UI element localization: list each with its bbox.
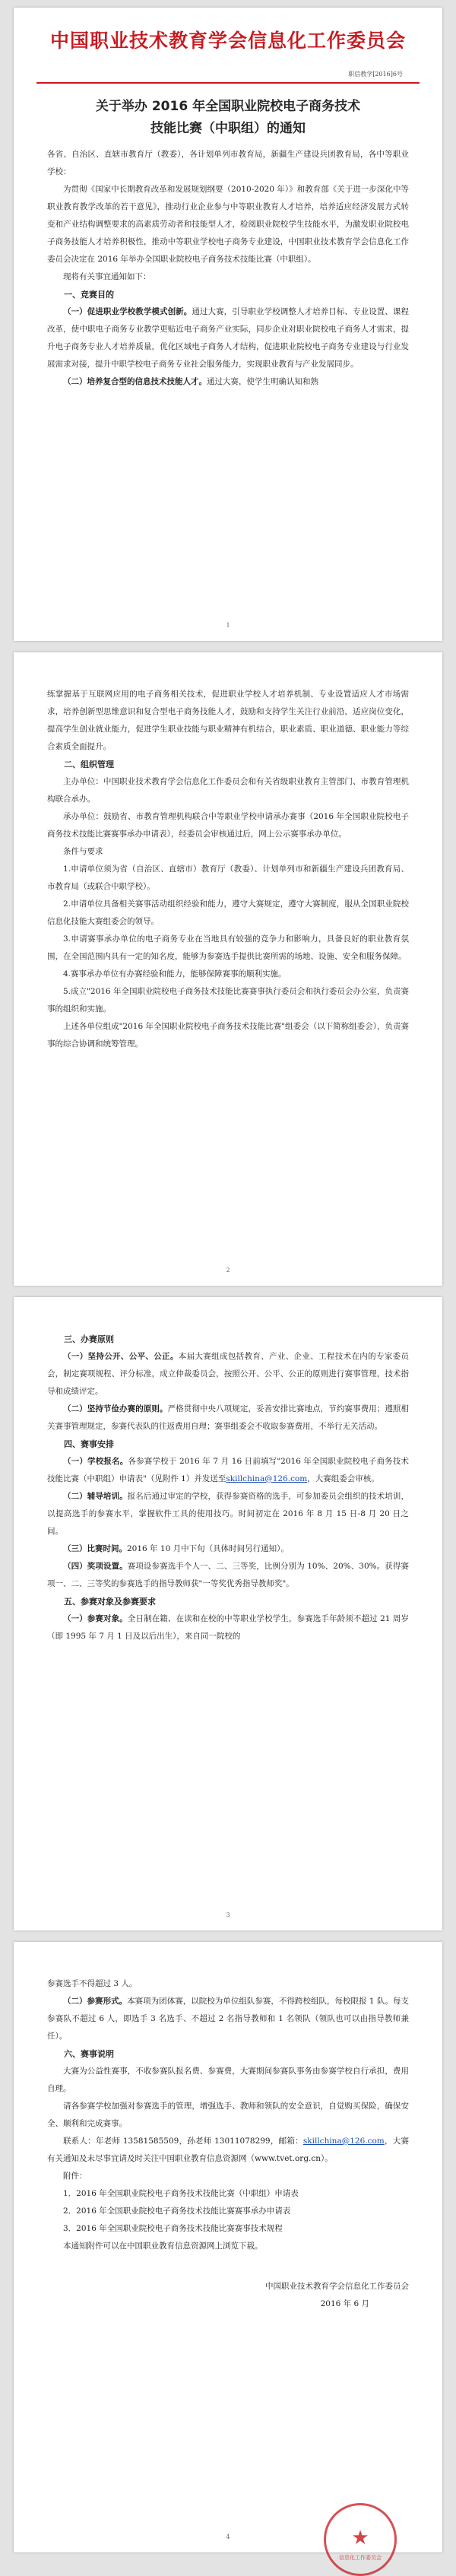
signature-date: 2016 年 6 月: [320, 2299, 369, 2308]
section-1-item-1: [47, 303, 409, 373]
condition-5: 5.成立"2016 年全国职业院校电子商务技术技能比赛赛事执行委员会和执行委员会办公室，负责赛事的组织和实施。: [47, 987, 409, 1014]
document-number: 职信教学[2016]6号: [348, 71, 403, 78]
section-2-heading: 二、组织管理: [64, 760, 114, 769]
intro-paragraph: 为贯彻《国家中长期教育改革和发展规划纲要（2010-2020 年）》和教育部《关于进一步深化中等职业教育教学改革的若干意见》，推动行业企业参与中等职业教育人才培养，培养适应经济发展方式转变和产业结构调整要求的高素质劳动者和技能型人才，检阅职业院校学生技能水平，为激发职业院校电子商务技能人才培养积极性，推动中等职业学校电子商务专业建设，中国职业技术教育学会信息化工作委员会决定在 2016 年举办全国职业院校电子商务技术技能比赛（中职组）。: [47, 185, 409, 264]
item-text: 通过大赛，使学生明确认知和熟: [207, 377, 318, 386]
red-divider: [36, 82, 420, 84]
signature-organization: 中国职业技术教育学会信息化工作委员会: [265, 2282, 409, 2291]
page-number: 4: [226, 2533, 230, 2540]
condition-1: 1.申请单位须为省（自治区、直辖市）教育厅（教委）、计划单列市和新疆生产建设兵团教育局、市教育局（或联合中职学校）。: [47, 864, 409, 891]
item-bold: （二）辅导培训。: [63, 1492, 128, 1501]
item-text: 全日制在籍、在读和在校的中等职业学校学生，参赛选手年龄须不超过 21 周岁（即 1995 年 7 月 1 日及以后出生），来自同一院校的: [47, 1614, 409, 1641]
section-1-heading: 一、竞赛目的: [64, 290, 114, 300]
item-bold: （三）比赛时间。: [63, 1544, 127, 1553]
item-text: 报名后通过审定的学校，获得参赛资格的选手，可参加委员会组织的技术培训，以提高选手的参赛水平，掌握软件工具的使用技巧。时间初定在 2016 年 8 月 15 日-8 月 20 日之间。: [47, 1492, 410, 1536]
section-4-item-2: [47, 1488, 409, 1540]
section-1-item-2: [47, 373, 409, 391]
seal-text: 信息化工作委员会: [339, 2555, 382, 2561]
page-1: [14, 8, 442, 641]
organizer-paragraph: 承办单位：鼓励省、市教育管理机构联合中等职业学校申请承办赛事（2016 年全国职业院校电子商务技术技能比赛赛事承办申请表），经委员会审核通过后，网上公示赛事承办单位。: [47, 812, 409, 839]
item-text: 赛项设参赛选手个人一、二、三等奖，比例分别为 10%、20%、30%。获得赛项一、二、三等奖的参赛选手的指导教师获"一等奖优秀指导教师奖"。: [47, 1562, 409, 1588]
item-bold: （二）参赛形式。: [63, 1997, 128, 2006]
page-4: [14, 1942, 442, 2561]
item-text: ，大赛组委会审核。: [307, 1474, 379, 1483]
item-text: 各参赛学校于 2016 年 7 月 16 日前填写"2016 年全国职业院校电子商务技术技能比赛（中职组）申请表"（见附件 1）并发送至: [47, 1457, 409, 1483]
item-bold: （一）促进职业学校教学模式创新。: [63, 307, 192, 316]
section-4-item-1: [47, 1453, 409, 1488]
attachment-3: 3．2016 年全国职业院校电子商务技术技能比赛赛事技术规程: [63, 2224, 283, 2233]
page-number: 3: [226, 1911, 230, 1918]
section-4-item-4: [47, 1558, 409, 1593]
page-number: 2: [226, 1267, 230, 1274]
contact-text: 联系人：年老师 13581585509，孙老师 13011078299，邮箱：: [63, 2137, 303, 2146]
continued-text: 练掌握基于互联网应用的电子商务相关技术，促进职业学校人才培养机制、专业设置适应人才市场需求，培养创新型思维意识和复合型电子商务技能人才，鼓励和支持学生关注行业前沿，适应岗位变化，提高学生创业就业能力，促进学生职业技能与职业精神有机结合，职业素质、职业道德、职业能力等综合素质全面提升。: [47, 690, 409, 751]
description-1: 大赛为公益性赛事，不收参赛队报名费、参赛费，大赛期间参赛队事务由参赛学校自行承担，费用自理。: [47, 2067, 409, 2093]
condition-4: 4.赛事承办单位有办赛经验和能力，能够保障赛事的顺利实施。: [63, 969, 287, 979]
contact-paragraph: [47, 2133, 409, 2168]
section-4-heading: 四、赛事安排: [64, 1439, 114, 1449]
attachment-note: 本通知附件可以在中国职业教育信息资源网上浏览下载。: [63, 2241, 263, 2251]
section-5-heading: 五、参赛对象及参赛要求: [64, 1597, 156, 1607]
letterhead: 中国职业技术教育学会信息化工作委员会: [49, 30, 406, 52]
title-line-1: 关于举办 2016 年全国职业院校电子商务技术: [95, 99, 361, 114]
page-2: [14, 652, 442, 1286]
notice-title: [14, 96, 442, 140]
continued-text: 参赛选手不得超过 3 人。: [47, 1979, 138, 1988]
attachments-title: 附件：: [63, 2172, 87, 2181]
title-line-2: 技能比赛（中职组）的通知: [150, 121, 306, 136]
item-text: 本赛项为团体赛，以院校为单位组队参赛，不得跨校组队，每校限报 1 队。每支参赛队不超过 6 人，即选手 3 名选手、不超过 2 名指导教师和 1 名领队（领队也可以由指导教师兼任）。: [47, 1997, 410, 2041]
page-3: [14, 1297, 442, 1930]
item-bold: （一）坚持公开、公平、公正。: [63, 1352, 179, 1361]
item-text: 通过大赛，引导职业学校调整人才培养目标、专业设置、课程改革，使中职电子商务专业教学更贴近电子商务产业实际，同步企业对职业院校电子商务人才需求，提升电子商务专业人才培养质量，优化区域电子商务人才结构，促进职业院校电子商务专业建设与行业发展需求对接，提升中职学校电子商务专业社会服务能力，实现职业教育与产业发展同步。: [47, 307, 410, 369]
attachment-1: 1．2016 年全国职业院校电子商务技术技能比赛（中职组）申请表: [63, 2189, 299, 2198]
section-3-heading: 三、办赛原则: [64, 1334, 114, 1344]
condition-2: 2.申请单位具备相关赛事活动组织经验和能力，遵守大赛规定，遵守大赛制度，服从全国职业院校信息化技能大赛组委会的领导。: [47, 899, 409, 926]
salutation: 各省、自治区、直辖市教育厅（教委），各计划单列市教育局，新疆生产建设兵团教育局，各中等职业学校：: [47, 150, 409, 176]
sponsor-paragraph: 主办单位：中国职业技术教育学会信息化工作委员会和有关省级职业教育主管部门、市教育管理机构联合承办。: [47, 777, 409, 804]
page-number: 1: [226, 622, 230, 629]
condition-3: 3.申请赛事承办单位的电子商务专业在当地具有较强的竞争力和影响力，具备良好的职业教育氛围，在全国范围内具有一定的知名度，能够为参赛选手提供比赛所需的场地、设施、安全和服务保障。: [47, 934, 409, 961]
item-bold: （一）参赛对象。: [63, 1614, 128, 1623]
item-text: 2016 年 10 月中下旬（具体时间另行通知）。: [127, 1544, 289, 1553]
item-bold: （二）坚持节俭办赛的原则。: [63, 1404, 168, 1413]
section-3-item-2: [47, 1401, 409, 1436]
section-4-item-3: [47, 1540, 409, 1558]
section-3-item-1: [47, 1348, 409, 1401]
description-2: 请各参赛学校加强对参赛选手的管理，增强选手、教师和领队的安全意识，自觉购买保险，确保安全、顺利和完成赛事。: [47, 2102, 409, 2128]
conditions-title: 条件与要求: [63, 847, 103, 856]
section-6-heading: 六、赛事说明: [64, 2049, 114, 2059]
item-bold: （一）学校报名。: [63, 1457, 128, 1466]
attachment-2: 2．2016 年全国职业院校电子商务技术技能比赛赛事承办申请表: [63, 2206, 291, 2216]
item-text: 严格贯彻中央八项规定，妥善安排比赛地点，节约赛事费用；遵照相关赛事管理规定，参赛代表队的往返费用自理；赛事组委会不收取参赛费用，不举行无关活动。: [47, 1404, 410, 1431]
contact-text-end: ，大赛有关通知及未尽事宜请及时关注中国职业教育信息资源网（www.tvet.org.cn）。: [47, 2137, 409, 2163]
notice-line: 现将有关事宜通知如下：: [63, 272, 151, 281]
item-bold: （二）培养复合型的信息技术技能人才。: [63, 377, 207, 386]
seal-star-icon: ★: [351, 2527, 369, 2549]
item-bold: （四）奖项设置。: [63, 1562, 128, 1571]
section-5-item-1: [47, 1610, 409, 1645]
section-5-item-2: [47, 1993, 409, 2045]
committee-paragraph: 上述各单位组成"2016 年全国职业院校电子商务技术技能比赛"组委会（以下简称组委会），负责赛事的综合协调和统筹管理。: [47, 1022, 409, 1048]
item-text: 本届大赛组成包括教育、产业、企业、工程技术在内的专家委员会，制定赛项规程、评分标准，成立仲裁委员会，按照公开、公平、公正的原则进行赛事管理，技术指导和成绩评定。: [47, 1352, 409, 1396]
email-link[interactable]: skillchina@126.com: [302, 2137, 385, 2146]
email-link[interactable]: skillchina@126.com: [226, 1474, 308, 1483]
